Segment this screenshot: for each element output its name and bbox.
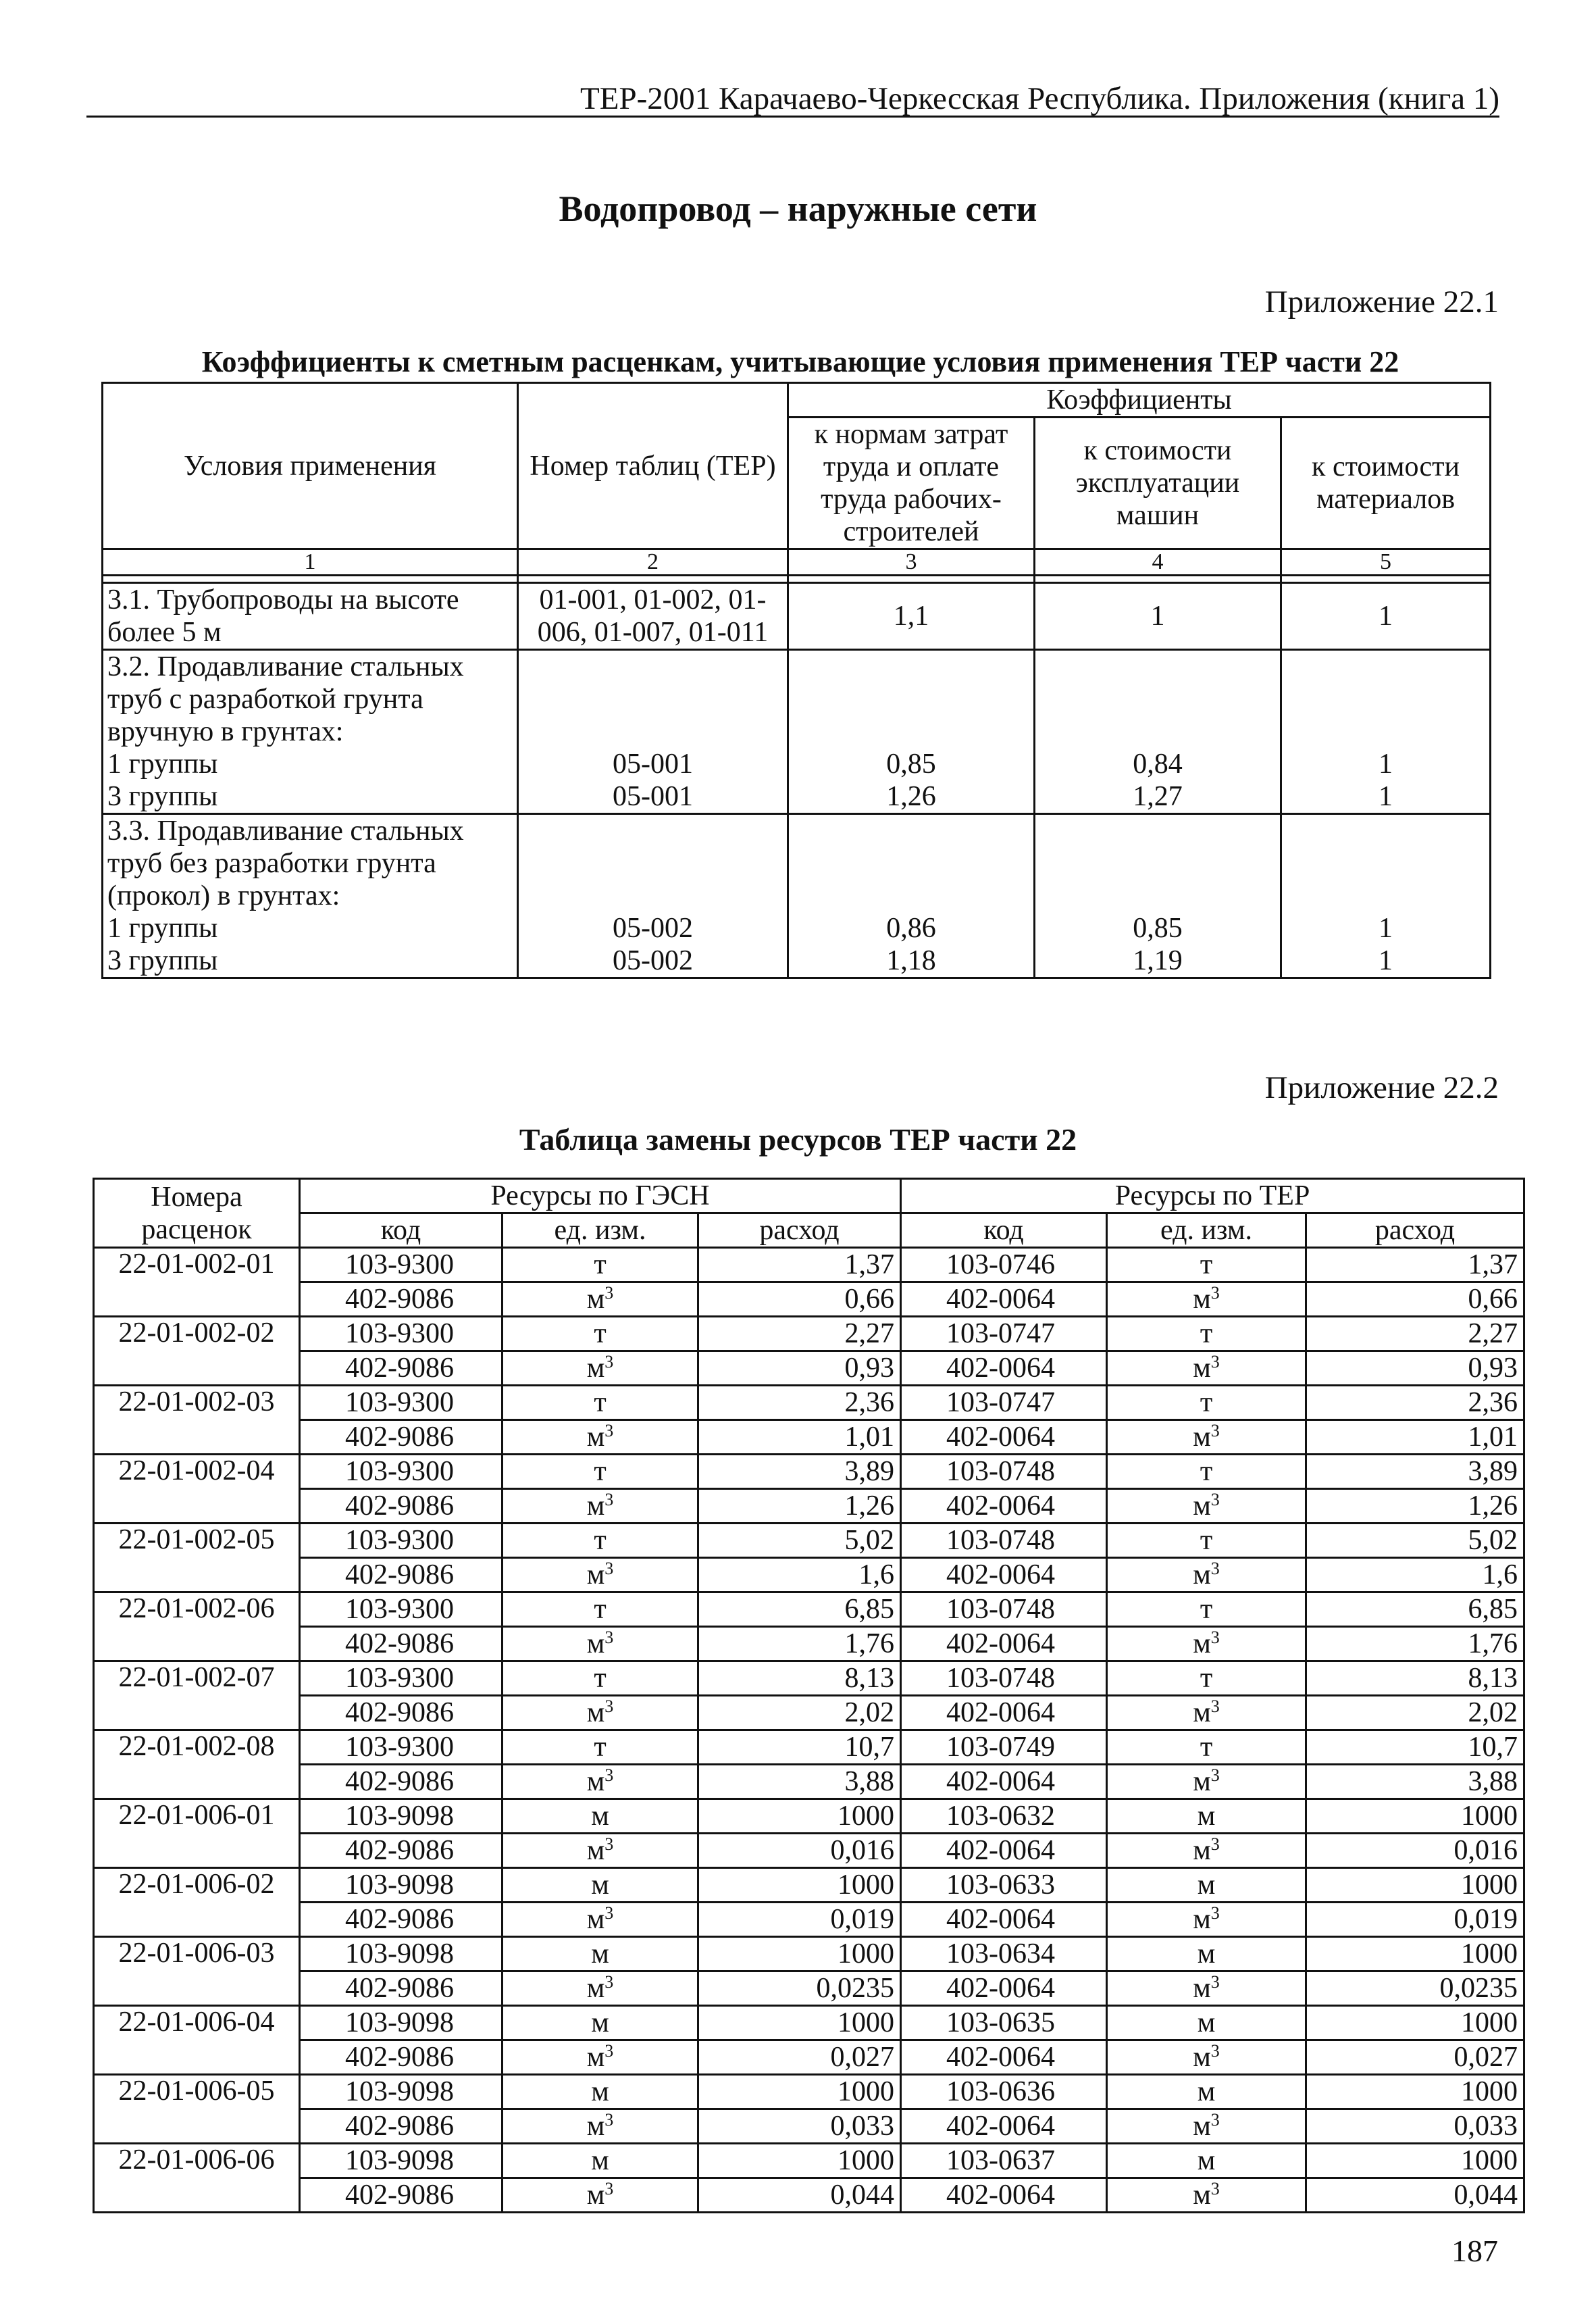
- gesn-unit-cell: т: [503, 1592, 698, 1627]
- gesn-code-cell: 103-9300: [300, 1661, 503, 1696]
- ter-unit-cell: м: [1107, 2075, 1306, 2109]
- gesn-code-cell: 402-9086: [300, 1765, 503, 1799]
- gesn-consumption-cell: 1000: [698, 1799, 901, 1834]
- gesn-unit-cell: $м^3$: [503, 2178, 698, 2213]
- ter-unit-cell: м: [1107, 1799, 1306, 1834]
- table-row: [94, 1971, 1524, 2006]
- table-row: [94, 1799, 1524, 1834]
- gesn-consumption-cell: 3,88: [698, 1765, 901, 1799]
- gesn-consumption-cell: 1,37: [698, 1248, 901, 1282]
- gesn-consumption-cell: 1,6: [698, 1558, 901, 1592]
- ter-unit-cell: $м^3$: [1107, 1903, 1306, 1937]
- gesn-code-cell: 103-9098: [300, 2006, 503, 2040]
- ter-consumption-cell: 3,88: [1306, 1765, 1524, 1799]
- gesn-unit-cell: $м^3$: [503, 1558, 698, 1592]
- rate-number-cell: 22-01-002-01: [94, 1248, 300, 1317]
- ter-unit-cell: т: [1107, 1524, 1306, 1558]
- gesn-unit-cell: м: [503, 1868, 698, 1903]
- table-row: [94, 1455, 1524, 1489]
- ter-code-cell: 402-0064: [901, 1282, 1107, 1317]
- ter-code-cell: 402-0064: [901, 1903, 1107, 1937]
- gesn-unit-cell: $м^3$: [503, 1282, 698, 1317]
- rate-number-cell: 22-01-006-03: [94, 1937, 300, 2006]
- table-row: [94, 1661, 1524, 1696]
- rate-number-cell: 22-01-006-01: [94, 1799, 300, 1868]
- column-header-rates: Номера расценок: [94, 1179, 300, 1248]
- gesn-unit-cell: т: [503, 1248, 698, 1282]
- gesn-unit-cell: т: [503, 1524, 698, 1558]
- gesn-unit-cell: м: [503, 2075, 698, 2109]
- appendix-22-1-label: Приложение 22.1: [1264, 284, 1499, 320]
- ter-code-cell: 103-0633: [901, 1868, 1107, 1903]
- ter-consumption-cell: 1,37: [1306, 1248, 1524, 1282]
- table-row: [103, 583, 1491, 650]
- condition-cell: 3 группы: [103, 780, 518, 814]
- ter-unit-cell: т: [1107, 1455, 1306, 1489]
- column-header-ter: Ресурсы по ТЕР: [901, 1179, 1524, 1213]
- condition-cell: 1 группы: [103, 912, 518, 945]
- table-row: [103, 780, 1491, 814]
- labor-coefficient-cell: 0,85: [788, 748, 1035, 780]
- machines-coefficient-cell: 0,84: [1035, 748, 1281, 780]
- table-row: [94, 2006, 1524, 2040]
- ter-unit-cell: $м^3$: [1107, 1696, 1306, 1730]
- table-row: [94, 1420, 1524, 1455]
- ter-code-cell: 103-0637: [901, 2144, 1107, 2178]
- rate-number-cell: 22-01-006-02: [94, 1868, 300, 1937]
- table-row: [94, 2144, 1524, 2178]
- machines-coefficient-cell: 1: [1035, 583, 1281, 650]
- materials-coefficient-cell: 1: [1281, 780, 1491, 814]
- ter-code-cell: 402-0064: [901, 2040, 1107, 2075]
- column-header-gesn-consumption: расход: [698, 1213, 901, 1248]
- gesn-code-cell: 402-9086: [300, 2040, 503, 2075]
- gesn-unit-cell: т: [503, 1661, 698, 1696]
- gesn-consumption-cell: 1,26: [698, 1489, 901, 1524]
- gesn-unit-cell: м: [503, 1937, 698, 1971]
- page-title: Водопровод – наружные сети: [559, 188, 1037, 229]
- ter-consumption-cell: 0,016: [1306, 1834, 1524, 1868]
- ter-unit-cell: $м^3$: [1107, 1489, 1306, 1524]
- table-numbers-cell: 05-001: [518, 780, 788, 814]
- rate-number-cell: 22-01-006-05: [94, 2075, 300, 2144]
- ter-consumption-cell: 1000: [1306, 1937, 1524, 1971]
- ter-unit-cell: $м^3$: [1107, 2040, 1306, 2075]
- ter-code-cell: 402-0064: [901, 1971, 1107, 2006]
- ter-unit-cell: м: [1107, 2144, 1306, 2178]
- header-rule: [86, 116, 1499, 118]
- ter-code-cell: 103-0748: [901, 1661, 1107, 1696]
- ter-unit-cell: т: [1107, 1592, 1306, 1627]
- ter-consumption-cell: 1000: [1306, 2075, 1524, 2109]
- ter-code-cell: 103-0635: [901, 2006, 1107, 2040]
- ter-code-cell: 402-0064: [901, 1696, 1107, 1730]
- gesn-code-cell: 402-9086: [300, 1627, 503, 1661]
- table-row: [94, 1868, 1524, 1903]
- gesn-consumption-cell: 1,76: [698, 1627, 901, 1661]
- ter-code-cell: 103-0748: [901, 1524, 1107, 1558]
- column-header-machines: к стоимости эксплуатации машин: [1035, 418, 1281, 549]
- table-header-row: [94, 1179, 1524, 1213]
- coefficients-table-caption: Коэффициенты к сметным расценкам, учитывающие условия применения ТЕР части 22: [201, 345, 1399, 378]
- ter-consumption-cell: 0,66: [1306, 1282, 1524, 1317]
- table-row: [94, 2178, 1524, 2213]
- ter-unit-cell: т: [1107, 1317, 1306, 1351]
- table-row: [94, 1524, 1524, 1558]
- column-number: 5: [1281, 549, 1491, 576]
- gesn-code-cell: 402-9086: [300, 1489, 503, 1524]
- gesn-consumption-cell: 0,0235: [698, 1971, 901, 2006]
- column-header-gesn-unit: ед. изм.: [503, 1213, 698, 1248]
- table-row: [103, 650, 1491, 749]
- gesn-consumption-cell: 1000: [698, 2075, 901, 2109]
- ter-code-cell: 402-0064: [901, 1834, 1107, 1868]
- resource-table-caption: Таблица замены ресурсов ТЕР части 22: [519, 1122, 1077, 1157]
- column-header-ter-code: код: [901, 1213, 1107, 1248]
- ter-unit-cell: $м^3$: [1107, 1282, 1306, 1317]
- gesn-unit-cell: $м^3$: [503, 2109, 698, 2144]
- gesn-consumption-cell: 0,044: [698, 2178, 901, 2213]
- ter-unit-cell: м: [1107, 1868, 1306, 1903]
- table-row: [94, 1592, 1524, 1627]
- gesn-unit-cell: $м^3$: [503, 1351, 698, 1386]
- table-row: [103, 814, 1491, 913]
- rate-number-cell: 22-01-002-05: [94, 1524, 300, 1592]
- condition-cell: 3.1. Трубопроводы на высоте более 5 м: [103, 583, 518, 650]
- rate-number-cell: 22-01-006-06: [94, 2144, 300, 2213]
- column-number: 1: [103, 549, 518, 576]
- materials-coefficient-cell: 1: [1281, 912, 1491, 945]
- ter-code-cell: 103-0747: [901, 1317, 1107, 1351]
- gesn-code-cell: 402-9086: [300, 2178, 503, 2213]
- table-row: [94, 2109, 1524, 2144]
- ter-consumption-cell: 1000: [1306, 1799, 1524, 1834]
- ter-unit-cell: $м^3$: [1107, 1765, 1306, 1799]
- gesn-unit-cell: т: [503, 1730, 698, 1765]
- coefficients-table: [101, 382, 1491, 979]
- gesn-code-cell: 103-9300: [300, 1455, 503, 1489]
- table-header-row: [103, 383, 1491, 418]
- ter-consumption-cell: 0,93: [1306, 1351, 1524, 1386]
- ter-consumption-cell: 1,6: [1306, 1558, 1524, 1592]
- ter-consumption-cell: 1000: [1306, 2006, 1524, 2040]
- column-header-coefficients: Коэффициенты: [788, 383, 1491, 418]
- ter-code-cell: 103-0749: [901, 1730, 1107, 1765]
- column-header-gesn-code: код: [300, 1213, 503, 1248]
- ter-unit-cell: $м^3$: [1107, 1420, 1306, 1455]
- gesn-code-cell: 402-9086: [300, 1834, 503, 1868]
- ter-unit-cell: $м^3$: [1107, 1351, 1306, 1386]
- gesn-consumption-cell: 1000: [698, 1868, 901, 1903]
- labor-coefficient-cell: 1,1: [788, 583, 1035, 650]
- table-row: [94, 1903, 1524, 1937]
- materials-coefficient-cell: 1: [1281, 945, 1491, 978]
- gesn-code-cell: 402-9086: [300, 2109, 503, 2144]
- ter-unit-cell: т: [1107, 1248, 1306, 1282]
- column-header-labor: к нормам затрат труда и оплате труда рабочих-строителей: [788, 418, 1035, 549]
- materials-coefficient-cell: 1: [1281, 748, 1491, 780]
- column-number: 2: [518, 549, 788, 576]
- gesn-code-cell: 103-9300: [300, 1730, 503, 1765]
- ter-unit-cell: т: [1107, 1730, 1306, 1765]
- table-row: [103, 912, 1491, 945]
- ter-unit-cell: $м^3$: [1107, 1627, 1306, 1661]
- rate-number-cell: 22-01-006-04: [94, 2006, 300, 2075]
- gesn-unit-cell: $м^3$: [503, 1971, 698, 2006]
- ter-code-cell: 103-0748: [901, 1592, 1107, 1627]
- table-gap-row: [103, 576, 1491, 583]
- running-header: ТЕР-2001 Карачаево-Черкесская Республика. Приложения (книга 1): [580, 81, 1499, 116]
- ter-consumption-cell: 2,02: [1306, 1696, 1524, 1730]
- ter-consumption-cell: 2,27: [1306, 1317, 1524, 1351]
- ter-code-cell: 103-0636: [901, 2075, 1107, 2109]
- table-numbers-cell: 05-002: [518, 912, 788, 945]
- ter-unit-cell: $м^3$: [1107, 1558, 1306, 1592]
- table-header-row: [94, 1213, 1524, 1248]
- table-row: [94, 1386, 1524, 1420]
- condition-cell: 1 группы: [103, 748, 518, 780]
- column-header-ter-unit: ед. изм.: [1107, 1213, 1306, 1248]
- column-number: 3: [788, 549, 1035, 576]
- gesn-code-cell: 103-9098: [300, 2144, 503, 2178]
- gesn-code-cell: 402-9086: [300, 1420, 503, 1455]
- ter-consumption-cell: 0,044: [1306, 2178, 1524, 2213]
- table-row: [94, 1489, 1524, 1524]
- ter-consumption-cell: 1,26: [1306, 1489, 1524, 1524]
- ter-consumption-cell: 0,0235: [1306, 1971, 1524, 2006]
- gesn-code-cell: 103-9098: [300, 2075, 503, 2109]
- gesn-unit-cell: т: [503, 1386, 698, 1420]
- table-row: [103, 945, 1491, 978]
- ter-consumption-cell: 0,019: [1306, 1903, 1524, 1937]
- table-row: [94, 1937, 1524, 1971]
- ter-consumption-cell: 0,033: [1306, 2109, 1524, 2144]
- labor-coefficient-cell: 0,86: [788, 912, 1035, 945]
- column-number: 4: [1035, 549, 1281, 576]
- appendix-22-2-label: Приложение 22.2: [1264, 1070, 1499, 1105]
- ter-code-cell: 103-0747: [901, 1386, 1107, 1420]
- gesn-code-cell: 103-9098: [300, 1937, 503, 1971]
- gesn-code-cell: 103-9300: [300, 1592, 503, 1627]
- labor-coefficient-cell: 1,18: [788, 945, 1035, 978]
- gesn-consumption-cell: 0,027: [698, 2040, 901, 2075]
- ter-consumption-cell: 8,13: [1306, 1661, 1524, 1696]
- gesn-unit-cell: $м^3$: [503, 1696, 698, 1730]
- condition-cell: 3.3. Продавливание стальных труб без разработки грунта (прокол) в грунтах:: [103, 814, 518, 913]
- gesn-code-cell: 103-9098: [300, 1868, 503, 1903]
- machines-coefficient-cell: 1,19: [1035, 945, 1281, 978]
- gesn-consumption-cell: 0,019: [698, 1903, 901, 1937]
- gesn-code-cell: 103-9300: [300, 1248, 503, 1282]
- gesn-consumption-cell: 3,89: [698, 1455, 901, 1489]
- gesn-consumption-cell: 2,36: [698, 1386, 901, 1420]
- gesn-consumption-cell: 0,033: [698, 2109, 901, 2144]
- ter-consumption-cell: 5,02: [1306, 1524, 1524, 1558]
- gesn-consumption-cell: 2,02: [698, 1696, 901, 1730]
- ter-code-cell: 402-0064: [901, 2109, 1107, 2144]
- gesn-code-cell: 103-9098: [300, 1799, 503, 1834]
- gesn-consumption-cell: 6,85: [698, 1592, 901, 1627]
- gesn-consumption-cell: 1,01: [698, 1420, 901, 1455]
- ter-code-cell: 402-0064: [901, 1351, 1107, 1386]
- ter-unit-cell: м: [1107, 1937, 1306, 1971]
- ter-unit-cell: $м^3$: [1107, 1834, 1306, 1868]
- gesn-consumption-cell: 1000: [698, 1937, 901, 1971]
- condition-cell: 3 группы: [103, 945, 518, 978]
- table-row: [94, 1696, 1524, 1730]
- ter-code-cell: 402-0064: [901, 1558, 1107, 1592]
- gesn-consumption-cell: 10,7: [698, 1730, 901, 1765]
- table-row: [94, 1765, 1524, 1799]
- ter-consumption-cell: 1000: [1306, 1868, 1524, 1903]
- table-row: [94, 1248, 1524, 1282]
- gesn-unit-cell: т: [503, 1455, 698, 1489]
- gesn-unit-cell: $м^3$: [503, 2040, 698, 2075]
- ter-code-cell: 103-0746: [901, 1248, 1107, 1282]
- table-row: [94, 1627, 1524, 1661]
- gesn-consumption-cell: 0,016: [698, 1834, 901, 1868]
- ter-code-cell: 402-0064: [901, 1489, 1107, 1524]
- gesn-unit-cell: $м^3$: [503, 1489, 698, 1524]
- ter-consumption-cell: 3,89: [1306, 1455, 1524, 1489]
- table-row: [94, 1834, 1524, 1868]
- gesn-unit-cell: м: [503, 2006, 698, 2040]
- ter-consumption-cell: 1,76: [1306, 1627, 1524, 1661]
- ter-unit-cell: т: [1107, 1661, 1306, 1696]
- ter-unit-cell: $м^3$: [1107, 2109, 1306, 2144]
- table-numbers-cell: 05-002: [518, 945, 788, 978]
- gesn-code-cell: 402-9086: [300, 1696, 503, 1730]
- table-row: [94, 2075, 1524, 2109]
- ter-code-cell: 103-0634: [901, 1937, 1107, 1971]
- gesn-unit-cell: $м^3$: [503, 1627, 698, 1661]
- rate-number-cell: 22-01-002-07: [94, 1661, 300, 1730]
- column-header-gesn: Ресурсы по ГЭСН: [300, 1179, 901, 1213]
- gesn-unit-cell: $м^3$: [503, 1834, 698, 1868]
- table-row: [94, 1351, 1524, 1386]
- condition-cell: 3.2. Продавливание стальных труб с разработкой грунта вручную в грунтах:: [103, 650, 518, 749]
- ter-code-cell: 402-0064: [901, 1627, 1107, 1661]
- table-numbers-cell: 05-001: [518, 748, 788, 780]
- ter-unit-cell: $м^3$: [1107, 1971, 1306, 2006]
- gesn-consumption-cell: 8,13: [698, 1661, 901, 1696]
- gesn-code-cell: 402-9086: [300, 1282, 503, 1317]
- gesn-code-cell: 402-9086: [300, 1351, 503, 1386]
- ter-consumption-cell: 6,85: [1306, 1592, 1524, 1627]
- column-header-ter-consumption: расход: [1306, 1213, 1524, 1248]
- gesn-consumption-cell: 1000: [698, 2006, 901, 2040]
- ter-consumption-cell: 1000: [1306, 2144, 1524, 2178]
- table-row: [94, 2040, 1524, 2075]
- table-row: [94, 1558, 1524, 1592]
- machines-coefficient-cell: 1,27: [1035, 780, 1281, 814]
- ter-code-cell: 402-0064: [901, 1420, 1107, 1455]
- gesn-consumption-cell: 0,93: [698, 1351, 901, 1386]
- rate-number-cell: 22-01-002-08: [94, 1730, 300, 1799]
- gesn-unit-cell: $м^3$: [503, 1765, 698, 1799]
- ter-code-cell: 402-0064: [901, 1765, 1107, 1799]
- column-header-conditions: Условия применения: [103, 383, 518, 549]
- rate-number-cell: 22-01-002-04: [94, 1455, 300, 1524]
- ter-consumption-cell: 0,027: [1306, 2040, 1524, 2075]
- rate-number-cell: 22-01-002-06: [94, 1592, 300, 1661]
- gesn-unit-cell: м: [503, 1799, 698, 1834]
- gesn-unit-cell: $м^3$: [503, 1903, 698, 1937]
- machines-coefficient-cell: 0,85: [1035, 912, 1281, 945]
- table-row: [94, 1282, 1524, 1317]
- table-row: [94, 1317, 1524, 1351]
- gesn-consumption-cell: 1000: [698, 2144, 901, 2178]
- gesn-code-cell: 402-9086: [300, 1971, 503, 2006]
- table-numbers-cell: 01-001, 01-002, 01-006, 01-007, 01-011: [518, 583, 788, 650]
- ter-consumption-cell: 1,01: [1306, 1420, 1524, 1455]
- gesn-consumption-cell: 0,66: [698, 1282, 901, 1317]
- gesn-code-cell: 103-9300: [300, 1317, 503, 1351]
- ter-code-cell: 402-0064: [901, 2178, 1107, 2213]
- ter-code-cell: 103-0632: [901, 1799, 1107, 1834]
- column-header-table-numbers: Номер таблиц (ТЕР): [518, 383, 788, 549]
- table-row: [103, 748, 1491, 780]
- ter-unit-cell: $м^3$: [1107, 2178, 1306, 2213]
- page-number: 187: [1451, 2234, 1498, 2268]
- column-numbers-row: [103, 549, 1491, 576]
- resource-replacement-table: [93, 1178, 1525, 2213]
- gesn-code-cell: 103-9300: [300, 1386, 503, 1420]
- ter-unit-cell: м: [1107, 2006, 1306, 2040]
- gesn-code-cell: 402-9086: [300, 1903, 503, 1937]
- gesn-unit-cell: м: [503, 2144, 698, 2178]
- rate-number-cell: 22-01-002-03: [94, 1386, 300, 1455]
- gesn-code-cell: 402-9086: [300, 1558, 503, 1592]
- ter-code-cell: 103-0748: [901, 1455, 1107, 1489]
- table-row: [94, 1730, 1524, 1765]
- gesn-consumption-cell: 5,02: [698, 1524, 901, 1558]
- labor-coefficient-cell: 1,26: [788, 780, 1035, 814]
- ter-unit-cell: т: [1107, 1386, 1306, 1420]
- column-header-materials: к стоимости материалов: [1281, 418, 1491, 549]
- gesn-consumption-cell: 2,27: [698, 1317, 901, 1351]
- ter-consumption-cell: 10,7: [1306, 1730, 1524, 1765]
- materials-coefficient-cell: 1: [1281, 583, 1491, 650]
- ter-consumption-cell: 2,36: [1306, 1386, 1524, 1420]
- gesn-unit-cell: т: [503, 1317, 698, 1351]
- gesn-unit-cell: $м^3$: [503, 1420, 698, 1455]
- gesn-code-cell: 103-9300: [300, 1524, 503, 1558]
- rate-number-cell: 22-01-002-02: [94, 1317, 300, 1386]
